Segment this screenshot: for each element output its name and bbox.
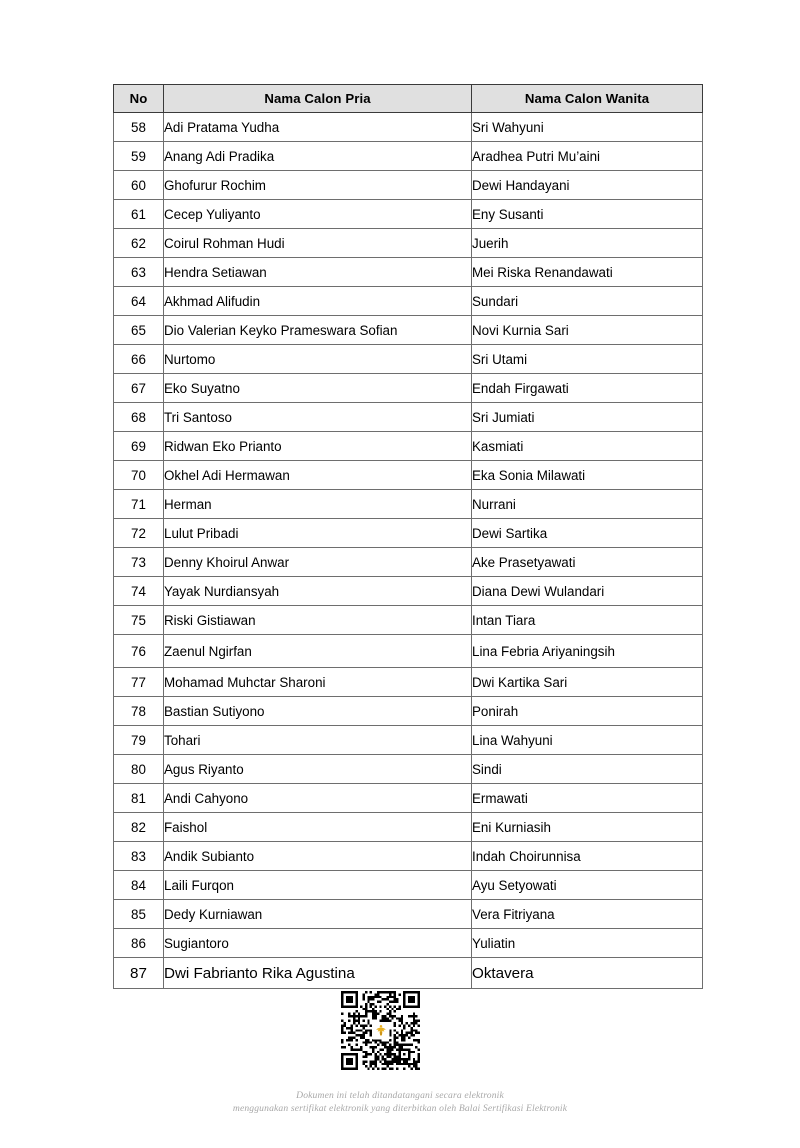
- cell-no: 65: [114, 316, 164, 345]
- signature-note-line-2: menggunakan sertifikat elektronik yang diterbitkan oleh Balai Sertifikasi Elektronik: [232, 1103, 568, 1114]
- cell-no: 64: [114, 287, 164, 316]
- cell-nama-calon-pria: Eko Suyatno: [164, 374, 472, 403]
- cell-nama-calon-wanita: Novi Kurnia Sari: [472, 316, 703, 345]
- cell-nama-calon-wanita: Sri Utami: [472, 345, 703, 374]
- cell-nama-calon-wanita: Sri Jumiati: [472, 403, 703, 432]
- table-header-row: [114, 85, 703, 113]
- cell-nama-calon-wanita: Lina Febria Ariyaningsih: [472, 635, 703, 668]
- cell-nama-calon-wanita: Dwi Kartika Sari: [472, 668, 703, 697]
- table-row: [114, 784, 703, 813]
- table-row: [114, 345, 703, 374]
- cell-no: 75: [114, 606, 164, 635]
- cell-no: 67: [114, 374, 164, 403]
- cell-nama-calon-pria: Riski Gistiawan: [164, 606, 472, 635]
- cell-nama-calon-wanita: Diana Dewi Wulandari: [472, 577, 703, 606]
- table-row: [114, 374, 703, 403]
- cell-no: 86: [114, 929, 164, 958]
- cell-nama-calon-pria: Herman: [164, 490, 472, 519]
- cell-no: 60: [114, 171, 164, 200]
- cell-nama-calon-pria: Faishol: [164, 813, 472, 842]
- table-row: [114, 755, 703, 784]
- garuda-emblem-icon: [372, 1022, 389, 1039]
- cell-nama-calon-pria: Zaenul Ngirfan: [164, 635, 472, 668]
- table-row: [114, 461, 703, 490]
- table-row: [114, 842, 703, 871]
- qr-code-block: [341, 991, 420, 1070]
- cell-nama-calon-pria: Andi Cahyono: [164, 784, 472, 813]
- cell-nama-calon-pria: Anang Adi Pradika: [164, 142, 472, 171]
- cell-nama-calon-pria: Tohari: [164, 726, 472, 755]
- cell-nama-calon-pria: Sugiantoro: [164, 929, 472, 958]
- cell-nama-calon-wanita: Vera Fitriyana: [472, 900, 703, 929]
- cell-nama-calon-pria: Andik Subianto: [164, 842, 472, 871]
- cell-nama-calon-wanita: Aradhea Putri Mu’aini: [472, 142, 703, 171]
- cell-nama-calon-pria: Ridwan Eko Prianto: [164, 432, 472, 461]
- cell-no: 61: [114, 200, 164, 229]
- cell-nama-calon-pria: Dwi Fabrianto Rika Agustina: [164, 958, 472, 989]
- cell-no: 79: [114, 726, 164, 755]
- cell-nama-calon-wanita: Sindi: [472, 755, 703, 784]
- cell-nama-calon-pria: Nurtomo: [164, 345, 472, 374]
- table-row: [114, 403, 703, 432]
- cell-no: 78: [114, 697, 164, 726]
- table-row: [114, 432, 703, 461]
- table-row: [114, 958, 703, 989]
- cell-nama-calon-wanita: Mei Riska Renandawati: [472, 258, 703, 287]
- cell-nama-calon-wanita: Endah Firgawati: [472, 374, 703, 403]
- cell-no: 59: [114, 142, 164, 171]
- cell-nama-calon-pria: Tri Santoso: [164, 403, 472, 432]
- cell-nama-calon-wanita: Ponirah: [472, 697, 703, 726]
- cell-nama-calon-pria: Lulut Pribadi: [164, 519, 472, 548]
- table-row: [114, 490, 703, 519]
- cell-nama-calon-pria: Agus Riyanto: [164, 755, 472, 784]
- cell-no: 68: [114, 403, 164, 432]
- cell-no: 71: [114, 490, 164, 519]
- column-header-wanita: Nama Calon Wanita: [472, 85, 703, 113]
- cell-nama-calon-pria: Dio Valerian Keyko Prameswara Sofian: [164, 316, 472, 345]
- cell-nama-calon-wanita: Nurrani: [472, 490, 703, 519]
- cell-nama-calon-pria: Cecep Yuliyanto: [164, 200, 472, 229]
- cell-no: 72: [114, 519, 164, 548]
- cell-no: 87: [114, 958, 164, 989]
- table-row: [114, 900, 703, 929]
- cell-no: 69: [114, 432, 164, 461]
- table-row: [114, 726, 703, 755]
- table-row: [114, 287, 703, 316]
- cell-no: 85: [114, 900, 164, 929]
- cell-nama-calon-pria: Dedy Kurniawan: [164, 900, 472, 929]
- column-header-no: No: [114, 85, 164, 113]
- table-row: [114, 519, 703, 548]
- table-row: [114, 606, 703, 635]
- candidate-pairs-table: [113, 84, 703, 989]
- cell-nama-calon-wanita: Yuliatin: [472, 929, 703, 958]
- signature-note-line-1: Dokumen ini telah ditandatangani secara elektronik: [296, 1090, 504, 1101]
- table-row: [114, 697, 703, 726]
- cell-nama-calon-pria: Denny Khoirul Anwar: [164, 548, 472, 577]
- cell-nama-calon-pria: Coirul Rohman Hudi: [164, 229, 472, 258]
- cell-no: 76: [114, 635, 164, 668]
- cell-no: 73: [114, 548, 164, 577]
- cell-nama-calon-wanita: Eka Sonia Milawati: [472, 461, 703, 490]
- table-row: [114, 200, 703, 229]
- table-body: [114, 113, 703, 989]
- cell-nama-calon-wanita: Eny Susanti: [472, 200, 703, 229]
- cell-nama-calon-wanita: Oktavera: [472, 958, 703, 989]
- cell-nama-calon-pria: Hendra Setiawan: [164, 258, 472, 287]
- cell-nama-calon-wanita: Intan Tiara: [472, 606, 703, 635]
- cell-no: 62: [114, 229, 164, 258]
- cell-no: 84: [114, 871, 164, 900]
- table-row: [114, 813, 703, 842]
- cell-nama-calon-pria: Bastian Sutiyono: [164, 697, 472, 726]
- cell-nama-calon-wanita: Lina Wahyuni: [472, 726, 703, 755]
- cell-nama-calon-wanita: Ake Prasetyawati: [472, 548, 703, 577]
- table-row: [114, 142, 703, 171]
- cell-nama-calon-wanita: Ayu Setyowati: [472, 871, 703, 900]
- column-header-pria: Nama Calon Pria: [164, 85, 472, 113]
- cell-no: 70: [114, 461, 164, 490]
- electronic-signature-note: [0, 1089, 800, 1115]
- table-row: [114, 113, 703, 142]
- cell-no: 77: [114, 668, 164, 697]
- cell-nama-calon-wanita: Dewi Handayani: [472, 171, 703, 200]
- cell-nama-calon-wanita: Indah Choirunnisa: [472, 842, 703, 871]
- table-row: [114, 316, 703, 345]
- table-row: [114, 668, 703, 697]
- cell-nama-calon-wanita: Dewi Sartika: [472, 519, 703, 548]
- cell-nama-calon-wanita: Eni Kurniasih: [472, 813, 703, 842]
- table-row: [114, 229, 703, 258]
- cell-nama-calon-pria: Ghofurur Rochim: [164, 171, 472, 200]
- cell-nama-calon-pria: Adi Pratama Yudha: [164, 113, 472, 142]
- cell-no: 58: [114, 113, 164, 142]
- cell-nama-calon-pria: Akhmad Alifudin: [164, 287, 472, 316]
- cell-nama-calon-wanita: Sundari: [472, 287, 703, 316]
- cell-no: 83: [114, 842, 164, 871]
- cell-nama-calon-pria: Yayak Nurdiansyah: [164, 577, 472, 606]
- cell-nama-calon-wanita: Ermawati: [472, 784, 703, 813]
- cell-no: 80: [114, 755, 164, 784]
- cell-no: 63: [114, 258, 164, 287]
- cell-no: 74: [114, 577, 164, 606]
- cell-no: 81: [114, 784, 164, 813]
- cell-nama-calon-pria: Mohamad Muhctar Sharoni: [164, 668, 472, 697]
- cell-no: 66: [114, 345, 164, 374]
- cell-nama-calon-wanita: Sri Wahyuni: [472, 113, 703, 142]
- table-row: [114, 548, 703, 577]
- table-row: [114, 635, 703, 668]
- cell-nama-calon-pria: Laili Furqon: [164, 871, 472, 900]
- table-header: [114, 85, 703, 113]
- table-row: [114, 577, 703, 606]
- cell-nama-calon-wanita: Kasmiati: [472, 432, 703, 461]
- table-row: [114, 929, 703, 958]
- table-row: [114, 871, 703, 900]
- cell-nama-calon-wanita: Juerih: [472, 229, 703, 258]
- table-row: [114, 171, 703, 200]
- cell-nama-calon-pria: Okhel Adi Hermawan: [164, 461, 472, 490]
- table-row: [114, 258, 703, 287]
- cell-no: 82: [114, 813, 164, 842]
